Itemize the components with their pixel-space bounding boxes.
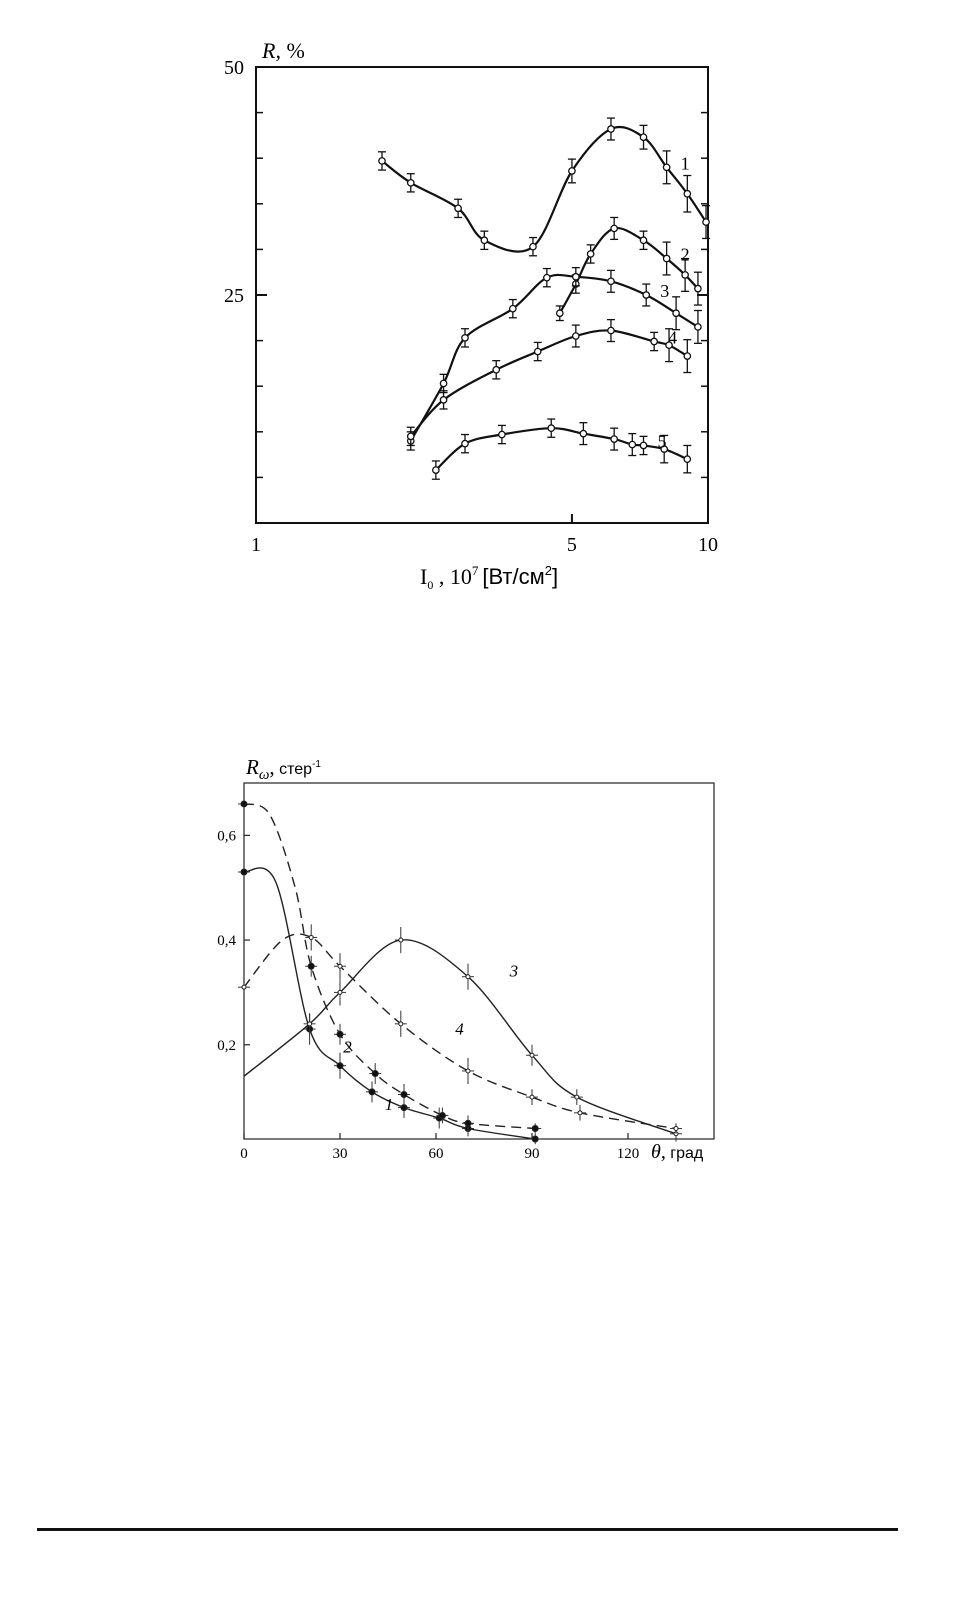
x-axis-label: θ, град xyxy=(651,1141,704,1163)
x-tick-label: 5 xyxy=(566,534,577,556)
data-point xyxy=(465,1120,471,1126)
data-point xyxy=(401,1105,407,1111)
series-2 xyxy=(556,217,702,320)
series-3 xyxy=(407,268,702,450)
data-point xyxy=(684,456,690,462)
data-point xyxy=(241,801,247,807)
data-point xyxy=(499,431,505,437)
data-point xyxy=(695,285,701,291)
data-point xyxy=(481,237,487,243)
data-point xyxy=(580,430,586,436)
data-point xyxy=(651,338,657,344)
data-point xyxy=(578,1111,582,1115)
tick-labels xyxy=(217,828,639,1162)
data-point xyxy=(309,935,313,939)
y-tick-label: 0,6 xyxy=(217,828,236,845)
series-label-4: 4 xyxy=(455,1019,464,1039)
data-point xyxy=(401,1092,407,1098)
data-point xyxy=(640,237,646,243)
series-line-2 xyxy=(560,228,698,313)
data-point xyxy=(573,274,579,280)
series-label-3: 3 xyxy=(509,961,519,981)
data-point xyxy=(629,441,635,447)
x-tick-label: 90 xyxy=(524,1146,540,1162)
data-point xyxy=(338,990,342,994)
data-point xyxy=(544,274,550,280)
data-point xyxy=(510,305,516,311)
data-point xyxy=(674,1127,678,1131)
data-point xyxy=(399,938,403,942)
data-point xyxy=(611,436,617,442)
chart-angular-distribution xyxy=(217,755,714,1163)
data-point xyxy=(684,353,690,359)
data-point xyxy=(663,255,669,261)
data-point xyxy=(611,225,617,231)
series-label-1: 1 xyxy=(680,153,690,174)
series-line-5 xyxy=(436,428,687,470)
data-point xyxy=(369,1089,375,1095)
data-point xyxy=(684,191,690,197)
data-point xyxy=(530,1053,534,1057)
series-line-4 xyxy=(411,327,688,436)
series-line-3 xyxy=(411,275,698,441)
data-point xyxy=(640,442,646,448)
data-series-group xyxy=(238,800,682,1144)
plot-frame xyxy=(244,783,714,1139)
data-point xyxy=(493,367,499,373)
series-5 xyxy=(432,419,691,479)
data-point xyxy=(569,168,575,174)
data-point xyxy=(608,278,614,284)
data-point xyxy=(440,397,446,403)
x-tick-label: 1 xyxy=(251,534,261,556)
series-label-2: 2 xyxy=(343,1037,352,1057)
data-point xyxy=(466,1069,470,1073)
series-line-2 xyxy=(244,804,535,1129)
data-point xyxy=(575,1095,579,1099)
y-tick-label: 50 xyxy=(224,57,244,79)
data-point xyxy=(530,1095,534,1099)
data-point xyxy=(587,251,593,257)
series-label-1: 1 xyxy=(384,1095,394,1115)
data-point xyxy=(573,333,579,339)
x-axis-label: $I_0$ , $10^7$ $[Вт/см^2]$ xyxy=(420,563,559,592)
data-point xyxy=(408,433,414,439)
series-label-2: 2 xyxy=(680,244,690,265)
data-point xyxy=(440,380,446,386)
data-point xyxy=(242,985,246,989)
data-point xyxy=(337,1031,343,1037)
data-point xyxy=(557,310,563,316)
data-series-group xyxy=(378,118,710,479)
data-point xyxy=(535,348,541,354)
data-point xyxy=(703,219,709,225)
y-tick-label: 0,2 xyxy=(217,1037,236,1054)
data-point xyxy=(439,1112,445,1118)
data-point xyxy=(640,134,646,140)
x-tick-label: 30 xyxy=(332,1146,348,1162)
data-point xyxy=(673,310,679,316)
data-point xyxy=(682,272,688,278)
x-tick-label: 0 xyxy=(240,1146,248,1162)
data-point xyxy=(372,1071,378,1077)
y-tick-label: 25 xyxy=(224,285,244,307)
y-axis-label: $R_\omega$, стер$^{-1}$ xyxy=(246,755,321,783)
data-point xyxy=(399,1022,403,1026)
data-point xyxy=(308,1022,312,1026)
data-point xyxy=(308,963,314,969)
series-label-3: 3 xyxy=(660,281,670,301)
data-point xyxy=(337,1063,343,1069)
data-point xyxy=(608,327,614,333)
data-point xyxy=(466,975,470,979)
data-point xyxy=(462,440,468,446)
data-point xyxy=(338,964,342,968)
series-1 xyxy=(378,118,710,256)
chart-reflectance-vs-intensity xyxy=(224,38,718,592)
page-footer-rule xyxy=(37,1528,898,1531)
data-point xyxy=(548,425,554,431)
data-point xyxy=(433,467,439,473)
x-tick-label: 60 xyxy=(428,1146,444,1162)
series-label-5: 5 xyxy=(657,431,667,452)
data-point xyxy=(532,1136,538,1142)
y-axis-label: R, % xyxy=(262,38,305,63)
data-point xyxy=(643,292,649,298)
data-point xyxy=(408,180,414,186)
y-tick-label: 0,4 xyxy=(217,933,236,950)
data-point xyxy=(241,869,247,875)
data-point xyxy=(695,324,701,330)
series-line-1 xyxy=(382,127,706,252)
x-tick-label: 120 xyxy=(616,1146,640,1162)
data-point xyxy=(530,243,536,249)
data-point xyxy=(455,205,461,211)
series-label-4: 4 xyxy=(668,327,678,348)
data-point xyxy=(532,1126,538,1132)
data-point xyxy=(379,158,385,164)
data-point xyxy=(462,335,468,341)
data-point xyxy=(663,164,669,170)
data-point xyxy=(608,126,614,132)
x-tick-label: 10 xyxy=(698,534,718,556)
